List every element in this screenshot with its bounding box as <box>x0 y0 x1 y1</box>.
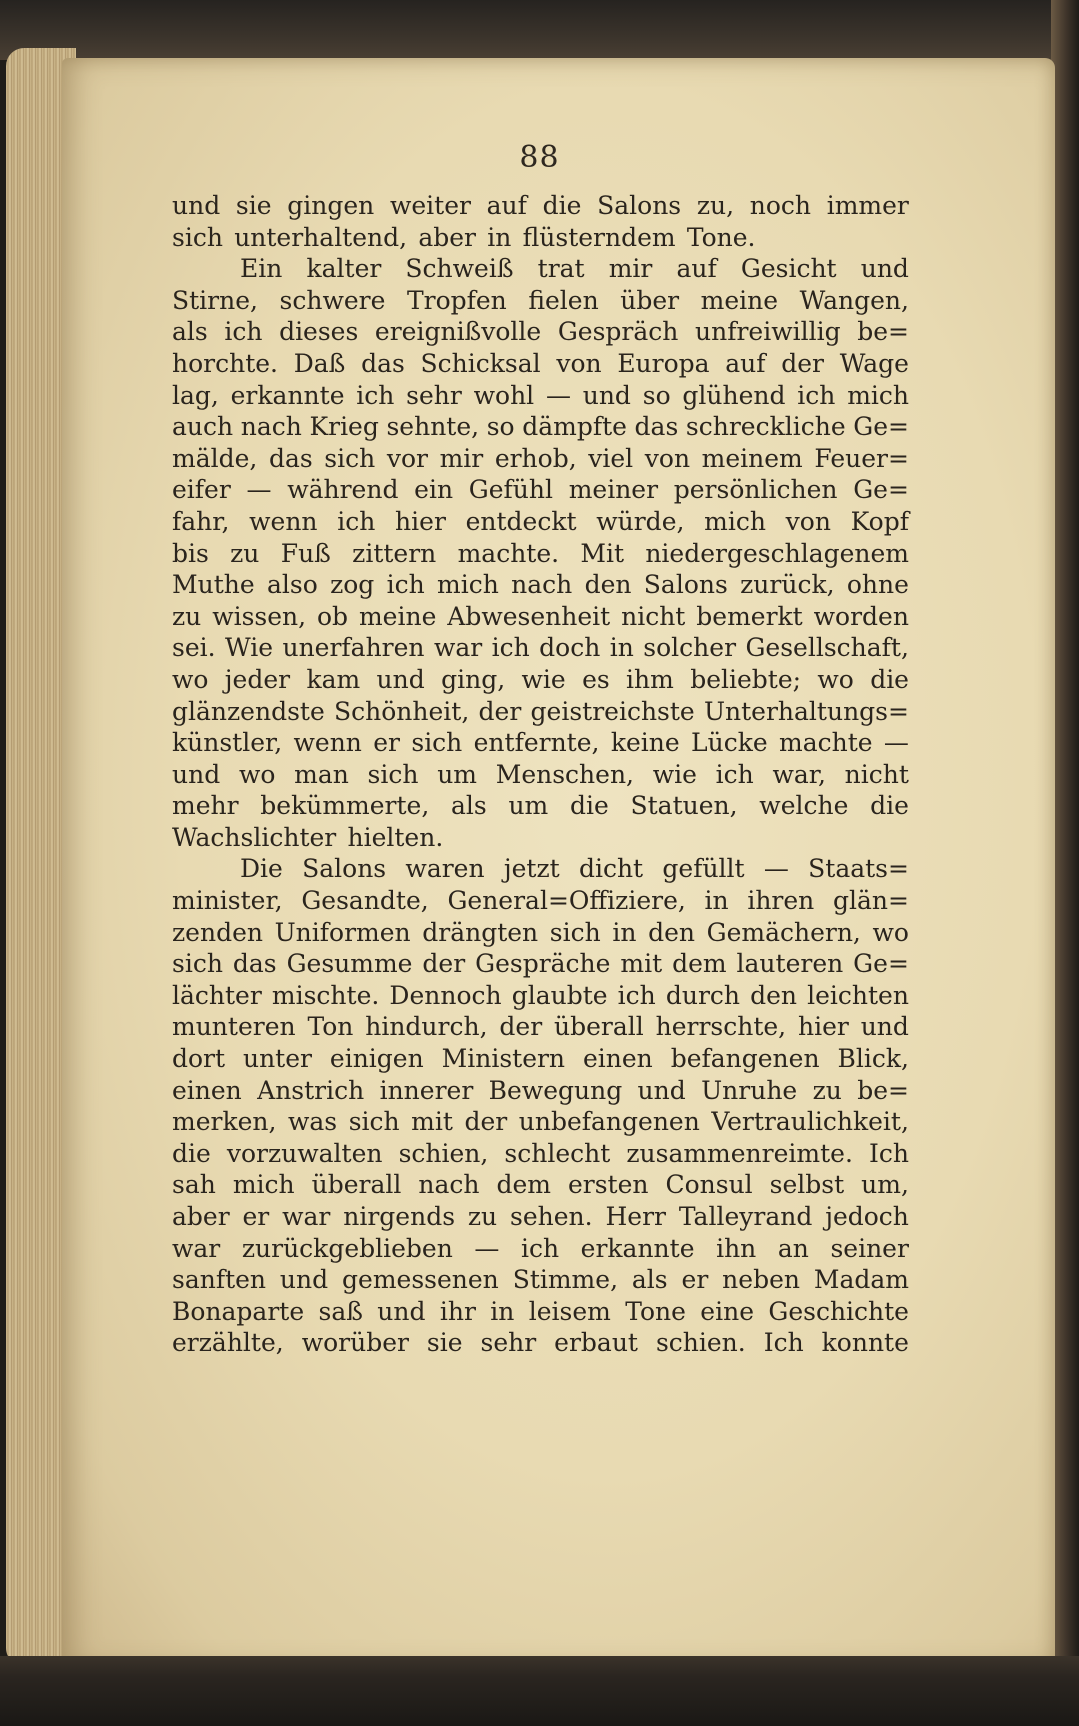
text-line: wo jeder kam und ging, wie es ihm beliebte; wo die <box>172 664 909 694</box>
text-line: auch nach Krieg sehnte, so dämpfte das schreckliche Ge= <box>172 412 909 442</box>
text-line: sei. Wie unerfahren war ich doch in solcher Gesellschaft, <box>172 633 909 663</box>
text-line: einen Anstrich innerer Bewegung und Unruhe zu be= <box>172 1075 909 1105</box>
text-line: munteren Ton hindurch, der überall herrschte, hier und <box>172 1012 909 1042</box>
text-line: Ein kalter Schweiß trat mir auf Gesicht und <box>240 254 909 284</box>
text-line: Bonaparte saß und ihr in leisem Tone eine Geschichte <box>172 1296 909 1326</box>
text-line: horchte. Daß das Schicksal von Europa auf der Wage <box>172 348 909 378</box>
text-line: Muthe also zog ich mich nach den Salons zurück, ohne <box>172 570 909 600</box>
text-line: zenden Uniformen drängten sich in den Gemächern, wo <box>172 917 909 947</box>
text-line: fahr, wenn ich hier entdeckt würde, mich von Kopf <box>172 506 909 536</box>
text-line: glänzendste Schönheit, der geistreichste Unterhaltungs= <box>172 696 909 726</box>
book-cover-bottom <box>0 1656 1079 1726</box>
text-line: als ich dieses ereignißvolle Gespräch unfreiwillig be= <box>172 317 909 347</box>
text-line: und sie gingen weiter auf die Salons zu, noch immer <box>172 191 909 220</box>
text-line: lag, erkannte ich sehr wohl — und so glühend ich mich <box>172 380 909 410</box>
text-line: bis zu Fuß zittern machte. Mit niedergeschlagenem <box>172 538 909 568</box>
text-line: sanften und gemessenen Stimme, als er neben Madam <box>172 1265 909 1295</box>
text-line: merken, was sich mit der unbefangenen Vertraulichkeit, <box>172 1107 909 1137</box>
text-line: mälde, das sich vor mir erhob, viel von meinem Feuer= <box>172 443 909 473</box>
text-line: war zurückgeblieben — ich erkannte ihn an seiner <box>172 1233 909 1263</box>
text-line: minister, Gesandte, General=Offiziere, in ihren glän= <box>172 886 909 916</box>
text-line: aber er war nirgends zu sehen. Herr Talleyrand jedoch <box>172 1202 909 1231</box>
text-line: dort unter einigen Ministern einen befangenen Blick, <box>172 1044 909 1074</box>
text-line: mehr bekümmerte, als um die Statuen, welche die <box>172 791 909 821</box>
text-line: Die Salons waren jetzt dicht gefüllt — Staats= <box>240 854 909 884</box>
text-line: künstler, wenn er sich entfernte, keine Lücke machte — <box>172 728 909 758</box>
text-line: Stirne, schwere Tropfen fielen über meine Wangen, <box>172 285 909 315</box>
text-line: eifer — während ein Gefühl meiner persönlichen Ge= <box>172 475 909 505</box>
book-cover-right <box>1051 0 1079 1726</box>
text-line: und wo man sich um Menschen, wie ich war, nicht <box>172 759 909 789</box>
page-number: 88 <box>519 140 560 175</box>
book-cover-top <box>0 0 1079 60</box>
body-text <box>172 190 909 1359</box>
text-line: erzählte, worüber sie sehr erbaut schien. Ich konnte <box>172 1328 909 1358</box>
text-line: zu wissen, ob meine Abwesenheit nicht bemerkt worden <box>172 601 909 631</box>
text-line: sich unterhaltend, aber in flüsterndem Tone. <box>172 222 756 252</box>
text-line: sah mich überall nach dem ersten Consul selbst um, <box>172 1170 909 1200</box>
text-line: Wachslichter hielten. <box>172 822 444 852</box>
text-line: lächter mischte. Dennoch glaubte ich durch den leichten <box>172 980 909 1010</box>
text-line: die vorzuwalten schien, schlecht zusammenreimte. Ich <box>172 1138 909 1168</box>
text-line: sich das Gesumme der Gespräche mit dem lauteren Ge= <box>172 949 909 979</box>
